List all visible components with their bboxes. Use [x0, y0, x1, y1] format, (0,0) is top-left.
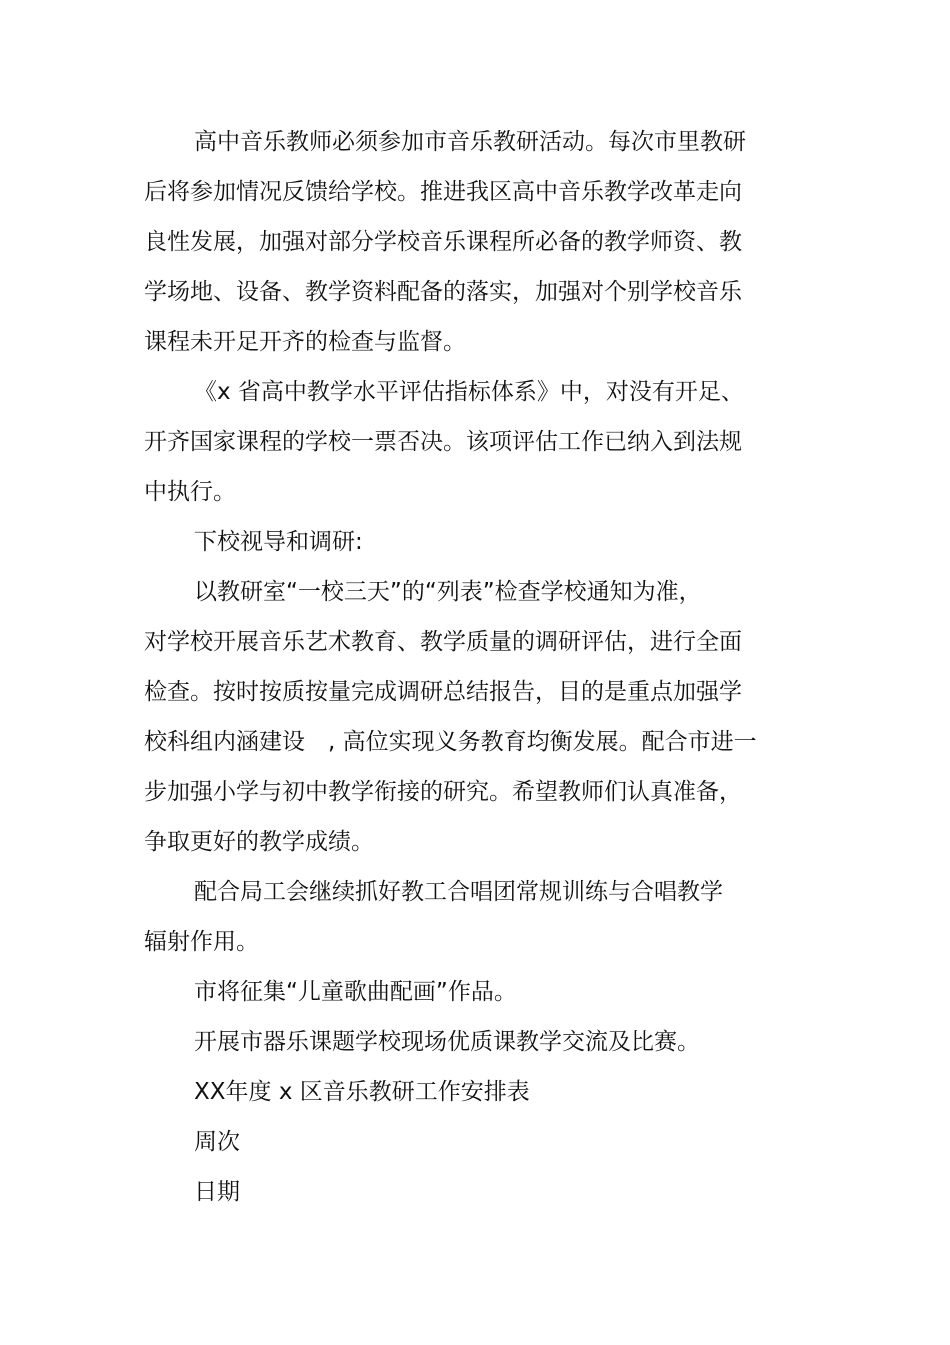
text-line: 高中音乐教师必须参加市音乐教研活动。每次市里教研	[194, 129, 746, 155]
text-line: 步加强小学与初中教学衔接的研究。希望教师们认真准备，	[144, 779, 742, 805]
document-body	[144, 117, 764, 1217]
paragraph-evaluation-system	[144, 367, 764, 517]
paragraph-music-research	[144, 117, 764, 367]
text-line: 学场地、设备、教学资料配备的落实，加强对个别学校音乐	[144, 279, 742, 305]
text-line: 对学校开展音乐艺术教育、教学质量的调研评估，进行全面	[144, 629, 742, 655]
text-line: 《x 省高中教学水平评估指标体系》中，对没有开足、	[194, 379, 744, 405]
paragraph-school-visit-heading	[144, 517, 764, 567]
text-line: 争取更好的教学成绩。	[144, 829, 374, 855]
text-line: 市将征集“儿童歌曲配画”作品。	[194, 979, 517, 1005]
text-line: 辐射作用。	[144, 929, 259, 955]
schedule-table-title	[144, 1067, 764, 1117]
text-line: 检查。按时按质按量完成调研总结报告，目的是重点加强学	[144, 679, 742, 705]
text-line: 课程未开足开齐的检查与监督。	[144, 329, 466, 355]
text-line: 校科组内涵建设 , 高位实现义务教育均衡发展。配合市进一	[144, 729, 757, 755]
text-line: XX年度 x 区音乐教研工作安排表	[194, 1079, 530, 1105]
text-line: 日期	[194, 1179, 240, 1205]
text-line: 后将参加情况反馈给学校。推进我区高中音乐教学改革走向	[144, 179, 742, 205]
text-line: 配合局工会继续抓好教工合唱团常规训练与合唱教学	[194, 879, 723, 905]
text-line: 开齐国家课程的学校一票否决。该项评估工作已纳入到法规	[144, 429, 742, 455]
paragraph-school-visit-details	[144, 567, 764, 867]
schedule-column-date	[144, 1167, 764, 1217]
text-line: 以教研室“一校三天”的“列表”检查学校通知为准，	[194, 579, 702, 605]
text-line: 周次	[194, 1129, 240, 1155]
paragraph-instrument-contest	[144, 1017, 764, 1067]
text-line: 下校视导和调研:	[194, 529, 363, 555]
text-line: 良性发展，加强对部分学校音乐课程所必备的教学师资、教	[144, 229, 742, 255]
paragraph-song-painting	[144, 967, 764, 1017]
schedule-column-week	[144, 1117, 764, 1167]
paragraph-choir	[144, 867, 764, 967]
text-line: 开展市器乐课题学校现场优质课教学交流及比赛。	[194, 1029, 700, 1055]
text-line: 中执行。	[144, 479, 236, 505]
